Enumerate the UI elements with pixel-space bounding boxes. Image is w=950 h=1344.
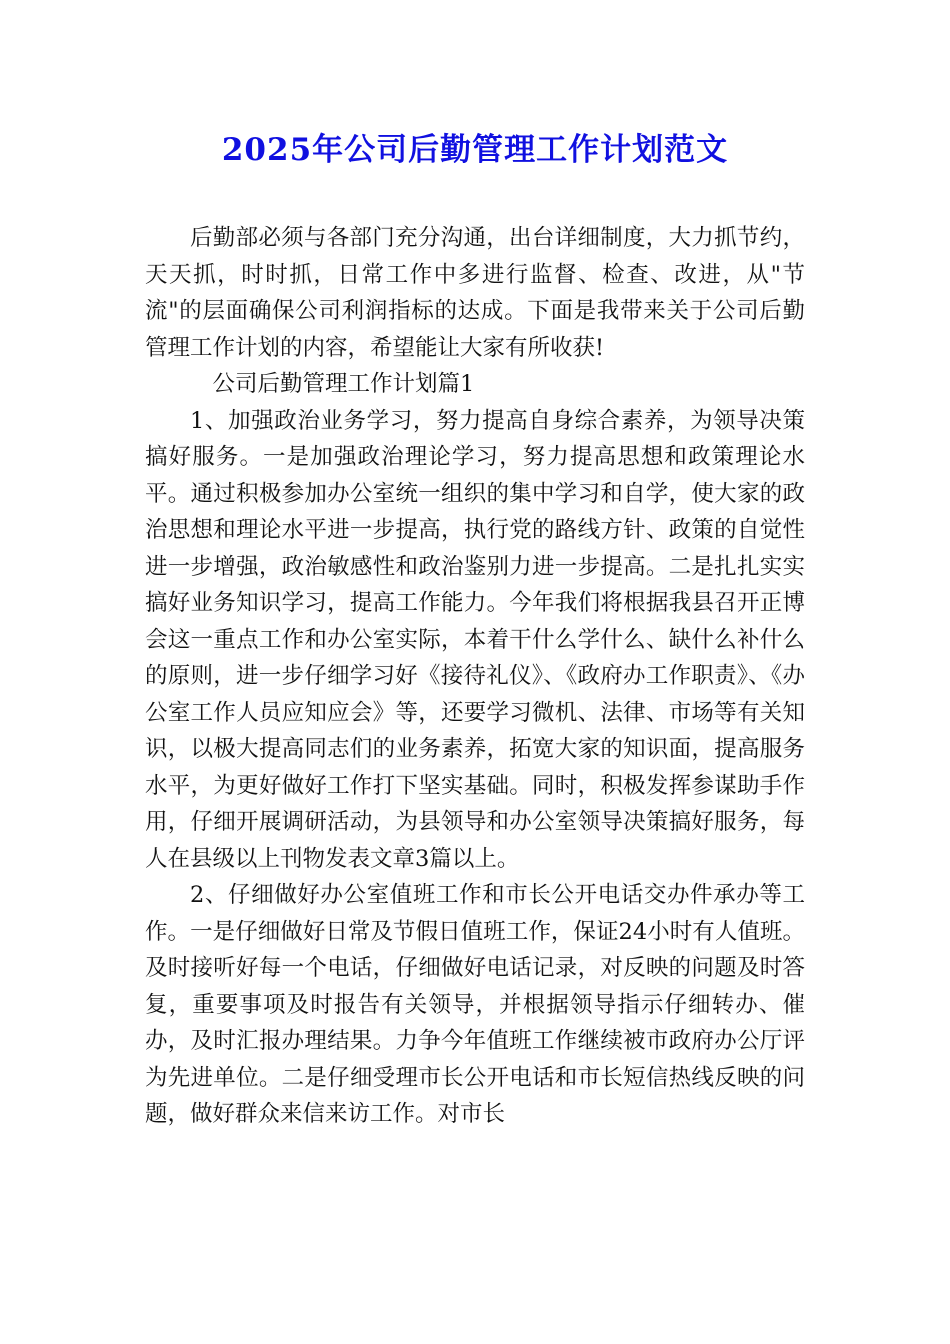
document-body	[145, 220, 805, 1133]
paragraph-2: 2、仔细做好办公室值班工作和市长公开电话交办件承办等工作。一是仔细做好日常及节假日值班工作，保证24小时有人值班。及时接听好每一个电话，仔细做好电话记录，对反映的问题及时答复，重要事项及时报告有关领导，并根据领导指示仔细转办、催办，及时汇报办理结果。力争今年值班工作继续被市政府办公厅评为先进单位。二是仔细受理市长公开电话和市长短信热线反映的问题，做好群众来信来访工作。对市长	[145, 882, 805, 1127]
intro-paragraph: 后勤部必须与各部门充分沟通，出台详细制度，大力抓节约，天天抓，时时抓，日常工作中多进行监督、检查、改进，从"节流"的层面确保公司利润指标的达成。下面是我带来关于公司后勤管理工作计划的内容，希望能让大家有所收获!	[145, 225, 805, 361]
document-title: 2025年公司后勤管理工作计划范文	[221, 132, 729, 168]
paragraph-1: 1、加强政治业务学习，努力提高自身综合素养，为领导决策搞好服务。一是加强政治理论学习，努力提高思想和政策理论水平。通过积极参加办公室统一组织的集中学习和自学，使大家的政治思想和理论水平进一步提高，执行党的路线方针、政策的自觉性进一步增强，政治敏感性和政治鉴别力进一步提高。二是扎扎实实搞好业务知识学习，提高工作能力。今年我们将根据我县召开正博会这一重点工作和办公室实际，本着干什么学什么、缺什么补什么的原则，进一步仔细学习好《接待礼仪》、《政府办工作职责》、《办公室工作人员应知应会》等，还要学习微机、法律、市场等有关知识，以极大提高同志们的业务素养，拓宽大家的知识面，提高服务水平，为更好做好工作打下坚实基础。同时，积极发挥参谋助手作用，仔细开展调研活动，为县领导和办公室领导决策搞好服务，每人在县级以上刊物发表文章3篇以上。	[145, 407, 805, 872]
section-heading: 公司后勤管理工作计划篇1	[212, 371, 475, 397]
